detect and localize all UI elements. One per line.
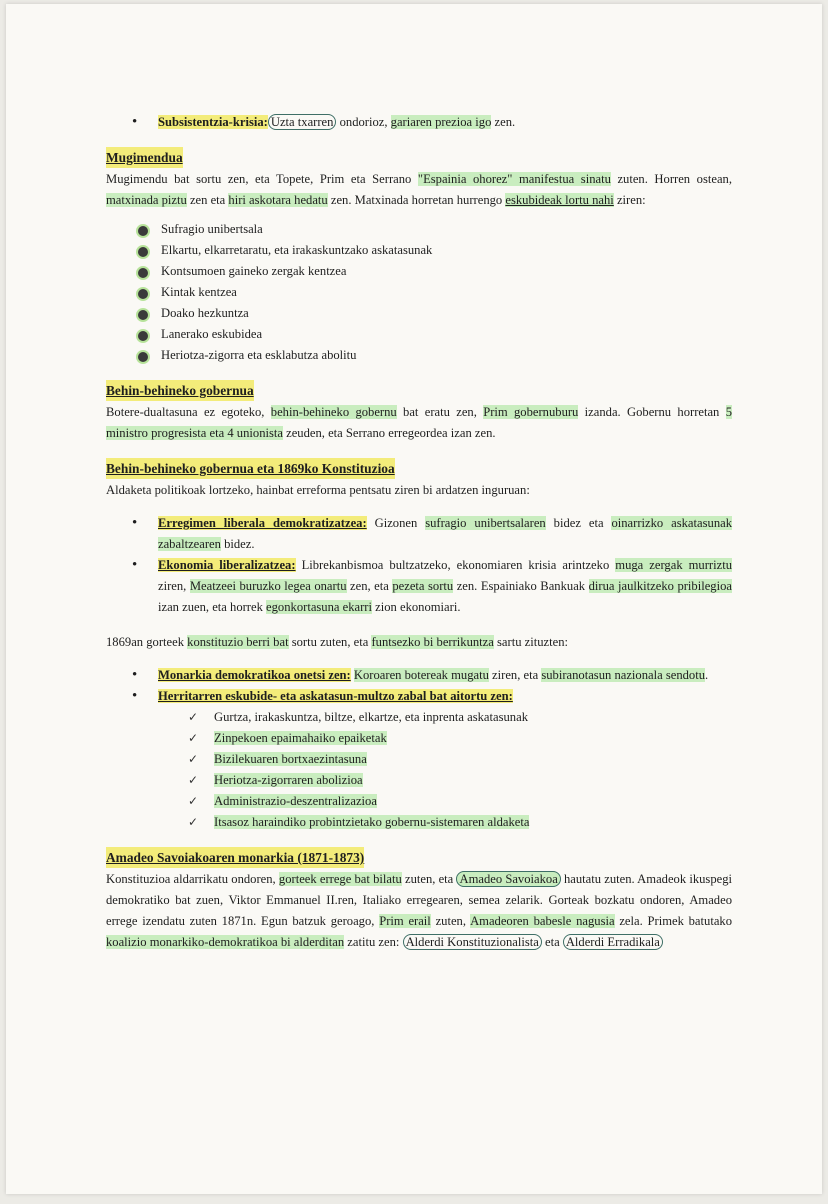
section-title-amadeo: Amadeo Savoiakoaren monarkia (1871-1873) <box>106 847 364 868</box>
text-run: sortu zuten, eta <box>288 635 372 649</box>
list-item <box>106 219 732 240</box>
text-run: Gizonen <box>366 516 426 530</box>
text-run: bidez eta <box>545 516 612 530</box>
text-run: zen. <box>491 115 516 129</box>
highlight: dirua jaulkitzeko pribilegioa <box>588 579 732 593</box>
text-run: izan zuen, eta horrek <box>158 600 267 614</box>
list-item-text: Kintak kentzea <box>161 285 237 299</box>
paragraph <box>106 169 732 211</box>
item-label: Ekonomia liberalizatzea: <box>158 558 296 572</box>
list-item <box>106 240 732 261</box>
demands-list <box>106 219 732 366</box>
list-item-text: Zinpekoen epaimahaiko epaiketak <box>214 731 387 745</box>
list-item-text: Heriotza-zigorra eta esklabutza abolitu <box>161 348 357 362</box>
check-icon: ✓ <box>188 710 199 724</box>
highlight: konstituzio berri bat <box>187 635 289 649</box>
bullet-icon: • <box>132 515 138 531</box>
paragraph <box>106 632 732 653</box>
subsistence-list <box>106 112 732 133</box>
text-run: ziren, <box>158 579 190 593</box>
list-item-text: Bizilekuaren bortxaezintasuna <box>214 752 367 766</box>
list-item <box>106 749 732 770</box>
bullet-icon <box>136 308 150 322</box>
bullet-icon: • <box>132 114 138 130</box>
highlight: "Espainia ohorez" manifestua sinatu <box>417 172 611 186</box>
text-run: zion ekonomiari. <box>372 600 461 614</box>
circled-text: Amadeo Savoiakoa <box>456 871 560 887</box>
bullet-icon: • <box>132 688 138 704</box>
highlight: Amadeoren babesle nagusia <box>470 914 615 928</box>
list-item-text: Itsasoz haraindiko probintzietako gobernu-sistemaren aldaketa <box>214 815 530 829</box>
highlight: Koroaren botereak mugatu <box>353 668 489 682</box>
highlight: hiri askotara hedatu <box>228 193 328 207</box>
reforms-list <box>106 513 732 618</box>
rights-list <box>106 707 732 833</box>
highlight: oinarrizko askatasunak zabaltzearen <box>158 516 732 551</box>
bullet-icon: • <box>132 557 138 573</box>
text-run: eta <box>541 935 563 949</box>
highlight: gorteek errege bat bilatu <box>278 872 402 886</box>
text-run: zeuden, eta Serrano erregeordea izan zen. <box>282 426 496 440</box>
circled-text: Uzta txarren <box>268 114 337 130</box>
bullet-icon <box>136 224 150 238</box>
highlight: subiranotasun nazionala sendotu <box>541 668 706 682</box>
text-run: zela. Primek batutako <box>614 914 732 928</box>
circled-text: Alderdi Konstituzionalista <box>403 934 542 950</box>
item-label: Erregimen liberala demokratizatzea: <box>158 516 367 530</box>
text-run: Konstituzioa aldarrikatu ondoren, <box>106 872 279 886</box>
text-run: hautatu zuten. Amadeok ikuspegi demokratiko bat zuen, Viktor Emmanuel II.ren, Italiako erregearen, semea zelarik. Gorteak bozkatu ondoren, Amadeo errege izendatu zuten 1871n. Egun batzuk geroago, <box>106 872 733 928</box>
list-item <box>106 728 732 749</box>
list-item <box>106 686 732 707</box>
text-run: zen. Espainiako Bankuak <box>453 579 589 593</box>
highlight: sufragio unibertsalaren <box>425 516 546 530</box>
text-run: ondorioz, <box>336 115 391 129</box>
text-run: zen eta <box>186 193 229 207</box>
text-run: sartu zituzten: <box>493 635 569 649</box>
text-run: zatitu zen: <box>344 935 403 949</box>
highlight: 5 ministro progresista eta 4 unionista <box>106 405 732 440</box>
item-label: Herritarren eskubide- eta askatasun-multzo zabal bat aitortu zen: <box>158 689 513 703</box>
text-run: Botere-dualtasuna ez egoteko, <box>106 405 271 419</box>
bullet-icon <box>136 287 150 301</box>
document-page <box>6 4 822 1194</box>
list-item <box>106 324 732 345</box>
check-icon: ✓ <box>188 731 199 745</box>
list-item <box>106 282 732 303</box>
bullet-icon <box>136 245 150 259</box>
check-icon: ✓ <box>188 773 199 787</box>
highlight: Prim erail <box>379 914 431 928</box>
text-run: zen, eta <box>346 579 393 593</box>
highlight: Meatzeei buruzko legea onartu <box>189 579 347 593</box>
list-item <box>106 112 732 133</box>
document-content <box>106 112 732 953</box>
text-run: zen. Matxinada horretan hurrengo <box>327 193 506 207</box>
section-title-mugimendua: Mugimendua <box>106 147 183 168</box>
text-run: . <box>705 668 709 682</box>
list-item <box>106 812 732 833</box>
highlight: egonkortasuna ekarri <box>266 600 372 614</box>
list-item <box>106 665 732 686</box>
list-item <box>106 555 732 618</box>
list-item-text: Administrazio-deszentralizazioa <box>214 794 377 808</box>
subsistence-label: Subsistentzia-krisia: <box>158 115 268 129</box>
list-item <box>106 303 732 324</box>
bullet-icon <box>136 329 150 343</box>
list-item-text: Gurtza, irakaskuntza, biltze, elkartze, eta inprenta askatasunak <box>214 710 528 724</box>
highlight: Prim gobernuburu <box>483 405 579 419</box>
paragraph: Aldaketa politikoak lortzeko, hainbat erreforma pentsatu ziren bi ardatzen inguruan: <box>106 483 530 497</box>
highlight: koalizio monarkiko-demokratikoa bi alderditan <box>106 935 345 949</box>
list-item-text: Doako hezkuntza <box>161 306 249 320</box>
paragraph <box>106 869 732 953</box>
circled-text: Alderdi Erradikala <box>563 934 663 950</box>
section-title-konstituzioa: Behin-behineko gobernua eta 1869ko Konstituzioa <box>106 458 395 479</box>
list-item <box>106 707 732 728</box>
text-run: ziren, eta <box>488 668 542 682</box>
text-run: zuten, eta <box>401 872 457 886</box>
text-run: ziren: <box>613 193 646 207</box>
list-item-text: Heriotza-zigorraren abolizioa <box>214 773 363 787</box>
bullet-icon: • <box>132 667 138 683</box>
text-run: Librekanbismoa bultzatzeko, ekonomiaren krisia arintzeko <box>295 558 616 572</box>
list-item <box>106 513 732 555</box>
text-run: 1869an gorteek <box>106 635 188 649</box>
bullet-icon <box>136 266 150 280</box>
text-run: zuten, <box>430 914 471 928</box>
text-run: izanda. Gobernu horretan <box>578 405 726 419</box>
highlight: muga zergak murriztu <box>615 558 732 572</box>
highlight: funtsezko bi berrikuntza <box>371 635 494 649</box>
check-icon: ✓ <box>188 794 199 808</box>
innovations-list <box>106 665 732 707</box>
list-item <box>106 345 732 366</box>
list-item-text: Lanerako eskubidea <box>161 327 263 341</box>
item-label: Monarkia demokratikoa onetsi zen: <box>158 668 351 682</box>
check-icon: ✓ <box>188 752 199 766</box>
highlight: pezeta sortu <box>392 579 454 593</box>
text-run: bat eratu zen, <box>396 405 484 419</box>
check-icon: ✓ <box>188 815 199 829</box>
list-item <box>106 791 732 812</box>
highlight: matxinada piztu <box>106 193 187 207</box>
highlight: gariaren prezioa igo <box>390 115 492 129</box>
text-run: zuten. Horren ostean, <box>610 172 732 186</box>
list-item-text: Elkartu, elkarretaratu, eta irakaskuntzako askatasunak <box>161 243 433 257</box>
highlight: behin-behineko gobernu <box>270 405 397 419</box>
paragraph <box>106 402 732 444</box>
list-item-text: Kontsumoen gaineko zergak kentzea <box>161 264 347 278</box>
section-title-behin-behineko-gobernua: Behin-behineko gobernua <box>106 380 254 401</box>
list-item-text: Sufragio unibertsala <box>161 222 263 236</box>
text-run: Mugimendu bat sortu zen, eta Topete, Prim eta Serrano <box>106 172 418 186</box>
highlight: eskubideak lortu nahi <box>505 193 614 207</box>
bullet-icon <box>136 350 150 364</box>
list-item <box>106 261 732 282</box>
text-run: bidez. <box>220 537 255 551</box>
list-item <box>106 770 732 791</box>
